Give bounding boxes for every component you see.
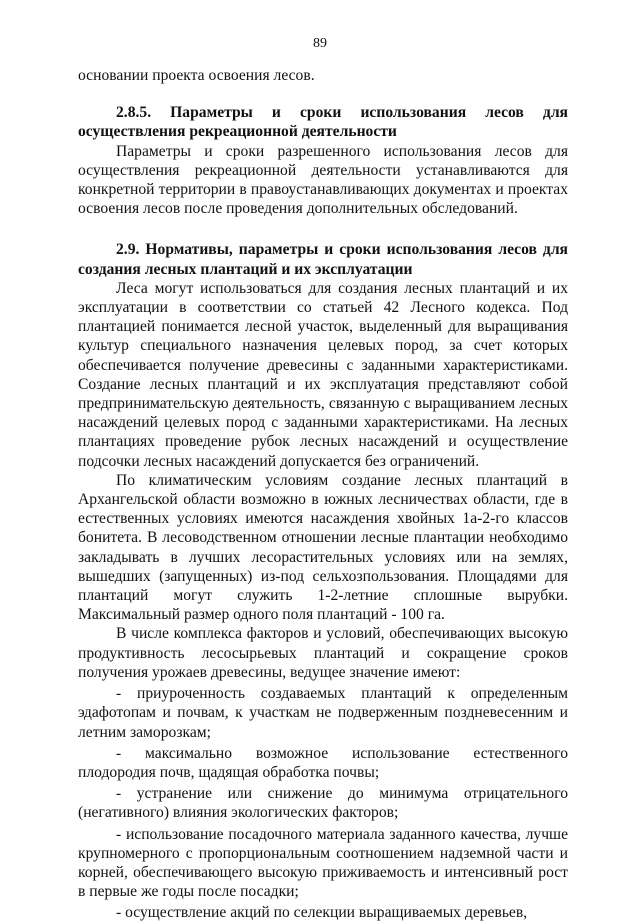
- section-2-9-paragraph-2: По климатическим условиям создание лесных плантаций в Архангельской области возможно в южных лесничествах области, где в естественных условиях имеются насаждения хвойных 1а-2-го классов бонитета. В лесоводственном отношении лесные плантации необходимо закладывать в лучших лесорастительных условиях или на землях, вышедших (запущенных) из-под сельхозпользования. Площадями для плантаций могут служить 1-2-летние сплошные вырубки. Максимальный размер одного поля плантаций - 100 га.: [78, 471, 568, 624]
- page-number: 89: [313, 36, 327, 51]
- list-item: - осуществление акций по селекции выращиваемых деревьев,: [116, 904, 528, 922]
- section-2-8-5-heading: 2.8.5. Параметры и сроки использования лесов для осуществления рекреационной деятельности: [78, 104, 568, 141]
- document-body: [78, 66, 568, 923]
- list-item: - устранение или снижение до минимума отрицательного (негативного) влияния экологических факторов;: [78, 785, 568, 822]
- section-2-9-paragraph-1: Леса могут использоваться для создания лесных плантаций и их эксплуатации в соответствии со статьей 42 Лесного кодекса. Под плантацией понимается лесной участок, выделенный для выращивания культур специального назначения целевых пород, за счет которых обеспечивается получение древесины с заданными характеристиками. Создание лесных плантаций и их эксплуатация представляют собой предпринимательскую деятельность, связанную с выращиванием лесных насаждений целевых пород с заданными характеристиками. На лесных плантациях проведение рубок лесных насаждений и осуществление подсочки лесных насаждений допускается без ограничений.: [78, 279, 568, 470]
- list-item: - приуроченность создаваемых плантаций к определенным эдафотопам и почвам, к участкам не подверженным поздневесенним и летним заморозкам;: [78, 685, 568, 741]
- list-item: - использование посадочного материала заданного качества, лучше крупномерного с пропорциональным соотношением надземной части и корней, обеспечивающего высокую приживаемость и интенсивный рост в первые же годы после посадки;: [78, 825, 568, 901]
- intro-tail-paragraph: основании проекта освоения лесов.: [78, 67, 315, 84]
- section-2-8-5-paragraph: Параметры и сроки разрешенного использования лесов для осуществления рекреационной деятельности устанавливаются для конкретной территории в правоустанавливающих документах и проектах освоения лесов после проведения дополнительных обследований.: [78, 142, 568, 218]
- list-item: - максимально возможное использование естественного плодородия почв, щадящая обработка почвы;: [78, 744, 568, 781]
- section-2-9-paragraph-3: В числе комплекса факторов и условий, обеспечивающих высокую продуктивность лесосырьевых плантаций и сокращение сроков получения урожаев древесины, ведущее значение имеют:: [78, 625, 568, 681]
- section-2-9-heading: 2.9. Нормативы, параметры и сроки использования лесов для создания лесных плантаций и их эксплуатации: [78, 241, 568, 278]
